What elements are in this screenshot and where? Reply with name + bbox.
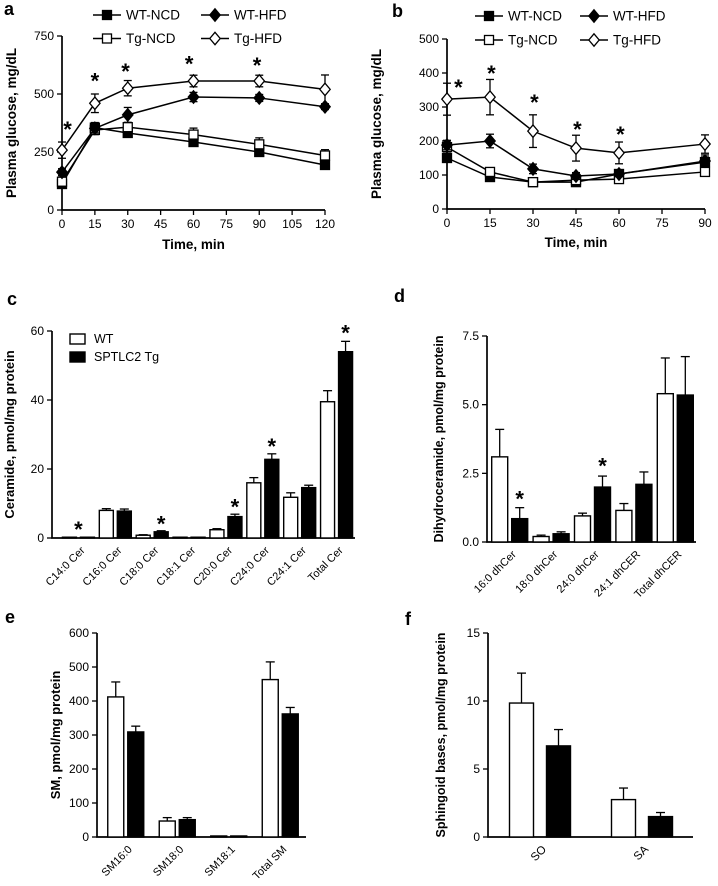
bar-WT xyxy=(211,836,227,837)
y-tick-label: 0.0 xyxy=(462,535,479,549)
bar-WT xyxy=(99,510,113,538)
bar-SPTLC2 Tg xyxy=(677,395,693,542)
bar-WT xyxy=(262,680,278,837)
data-point-marker xyxy=(123,123,132,132)
bar-SPTLC2 Tg xyxy=(636,484,652,542)
bar-WT xyxy=(492,457,508,542)
y-tick-label: 60 xyxy=(30,324,44,338)
legend xyxy=(475,9,666,48)
panel-c-letter: c xyxy=(7,289,18,309)
category-label: 16:0 dhCer xyxy=(471,548,519,596)
y-tick-label: 750 xyxy=(33,29,54,43)
bar-WT xyxy=(533,537,549,542)
x-tick-label: 15 xyxy=(483,216,497,230)
panel-d-letter: d xyxy=(394,286,405,306)
panel-a-letter: a xyxy=(4,0,15,19)
bar-SPTLC2 Tg xyxy=(265,459,279,538)
category-label: C16:0 Cer xyxy=(80,544,125,589)
bar-WT xyxy=(210,530,224,538)
bar-SPTLC2 Tg xyxy=(191,537,205,538)
panel-d xyxy=(359,272,718,602)
data-point-marker xyxy=(529,178,538,187)
bar-WT xyxy=(616,510,632,542)
significance-asterisk: * xyxy=(252,53,262,79)
data-point-marker xyxy=(614,147,624,159)
bars xyxy=(108,662,299,837)
bar-WT xyxy=(321,402,335,538)
y-tick-label: 0 xyxy=(37,531,44,545)
panel-e-chart xyxy=(0,602,359,886)
panel-b-chart xyxy=(359,0,718,272)
bars xyxy=(492,357,694,542)
y-axis-label: Ceramide, pmol/mg protein xyxy=(2,350,17,519)
y-tick-label: 5 xyxy=(473,762,480,776)
legend-marker xyxy=(485,36,494,45)
legend-swatch xyxy=(70,334,85,344)
x-tick-label: 75 xyxy=(219,217,234,231)
legend xyxy=(93,8,287,47)
significance-asterisk: * xyxy=(156,511,166,537)
legend xyxy=(70,332,159,364)
data-point-marker xyxy=(443,154,452,163)
y-tick-label: 100 xyxy=(418,168,439,182)
legend-label: SPTLC2 Tg xyxy=(94,350,160,364)
legend-marker xyxy=(103,34,112,43)
y-tick-label: 40 xyxy=(30,393,44,407)
data-point-marker xyxy=(701,167,710,176)
significance-asterisk: * xyxy=(341,320,350,346)
x-axis-label: Time, min xyxy=(162,237,225,252)
category-label: C18:0 Cer xyxy=(117,544,162,589)
y-tick-label: 400 xyxy=(68,694,89,708)
significance-asterisk: * xyxy=(616,122,625,148)
category-label: C14:0 Cer xyxy=(43,544,88,589)
axes xyxy=(2,324,355,589)
x-tick-label: 60 xyxy=(186,217,201,231)
legend-label: Tg-NCD xyxy=(508,32,558,48)
category-label: C20:0 Cer xyxy=(191,544,236,589)
panel-d-chart xyxy=(359,272,718,602)
y-tick-label: 200 xyxy=(418,134,439,148)
y-tick-label: 7.5 xyxy=(462,329,479,343)
data-point-marker xyxy=(321,151,330,160)
y-tick-label: 300 xyxy=(418,100,439,114)
panel-b-letter: b xyxy=(392,1,403,21)
significance-asterisk: * xyxy=(230,494,240,520)
category-label: C24:0 Cer xyxy=(227,544,272,589)
legend-marker xyxy=(103,11,112,20)
data-point-marker xyxy=(254,92,264,104)
category-label: C24:1 Cer xyxy=(264,544,309,589)
significance-asterisk: * xyxy=(267,433,277,459)
x-tick-label: 15 xyxy=(88,217,102,231)
data-point-marker xyxy=(320,83,330,95)
category-label: SA xyxy=(631,843,652,863)
bars xyxy=(62,341,352,538)
y-tick-label: 0 xyxy=(432,202,439,216)
y-tick-label: 200 xyxy=(68,762,89,776)
y-tick-label: 10 xyxy=(466,694,480,708)
y-tick-label: 250 xyxy=(33,145,54,159)
x-tick-label: 60 xyxy=(612,216,626,230)
panel-a xyxy=(0,0,359,272)
bar-SPTLC2 Tg xyxy=(228,517,242,538)
data-point-marker xyxy=(123,109,133,121)
bar-WT xyxy=(173,537,187,538)
panel-e-letter: e xyxy=(5,607,16,627)
significance-asterisk: * xyxy=(74,516,83,542)
y-tick-label: 5.0 xyxy=(462,397,479,412)
legend-swatch xyxy=(70,352,85,362)
y-tick-label: 0 xyxy=(473,830,480,844)
bar-SPTLC2 Tg xyxy=(179,820,195,837)
panel-b xyxy=(359,0,718,272)
bar-SPTLC2 Tg xyxy=(553,534,569,542)
axes xyxy=(369,32,712,250)
category-label: SO xyxy=(528,843,550,864)
y-tick-label: 300 xyxy=(68,728,89,742)
legend-label: WT-HFD xyxy=(613,8,666,24)
series-Tg-NCD xyxy=(58,123,330,187)
category-label: SM18:1 xyxy=(202,843,238,879)
x-tick-label: 30 xyxy=(121,217,135,231)
bar-WT xyxy=(510,703,534,837)
significance-asterisk: * xyxy=(598,453,607,479)
bar-SPTLC2 Tg xyxy=(512,519,528,542)
category-label: SM16:0 xyxy=(99,843,135,879)
data-point-marker xyxy=(255,140,264,149)
legend-label: WT xyxy=(94,332,114,346)
category-label: Total dhCER xyxy=(632,548,685,601)
panel-f-letter: f xyxy=(405,609,411,629)
panel-c xyxy=(0,272,359,602)
category-label: Total SM xyxy=(250,843,290,883)
category-label: 18:0 dhCer xyxy=(513,548,561,596)
x-tick-label: 45 xyxy=(153,217,168,231)
legend-label: WT-NCD xyxy=(508,8,562,24)
y-tick-label: 15 xyxy=(466,626,480,640)
legend-label: Tg-HFD xyxy=(613,32,661,48)
bar-SPTLC2 Tg xyxy=(595,487,611,542)
significance-asterisk: * xyxy=(121,58,130,84)
category-label: Total Cer xyxy=(306,544,346,585)
bars xyxy=(510,673,673,837)
data-point-marker xyxy=(528,125,538,137)
axes xyxy=(432,329,696,601)
category-label: 24:0 dhCer xyxy=(554,548,602,596)
bar-WT xyxy=(247,483,261,538)
data-point-marker xyxy=(485,135,495,147)
bar-WT xyxy=(284,497,298,538)
y-tick-label: 0 xyxy=(82,830,89,844)
y-axis-label: Plasma glucose, mg/dL xyxy=(369,48,384,200)
bar-SPTLC2 Tg xyxy=(282,714,298,837)
y-tick-label: 500 xyxy=(33,87,54,101)
y-axis-label: SM, pmol/mg protein xyxy=(48,670,63,800)
legend-label: WT-HFD xyxy=(234,7,287,23)
significance-asterisk: * xyxy=(515,486,524,512)
data-point-marker xyxy=(485,91,495,103)
data-point-marker xyxy=(189,130,198,139)
y-tick-label: 500 xyxy=(418,32,439,46)
bar-WT xyxy=(136,535,150,538)
bar-WT xyxy=(108,697,124,837)
legend-marker xyxy=(210,9,220,21)
x-tick-label: 45 xyxy=(569,216,583,230)
x-tick-label: 0 xyxy=(443,216,451,230)
data-point-marker xyxy=(486,167,495,176)
x-tick-label: 75 xyxy=(655,216,669,230)
significance-asterisk: * xyxy=(63,116,72,142)
legend-label: WT-NCD xyxy=(126,7,180,23)
y-tick-label: 400 xyxy=(418,66,439,80)
significance-asterisk: * xyxy=(530,90,539,116)
category-label: C18:1 Cer xyxy=(154,544,199,589)
legend-label: Tg-HFD xyxy=(234,31,282,46)
y-axis-label: Sphingoid bases, pmol/mg protein xyxy=(434,632,448,838)
x-axis-label: Time, min xyxy=(544,235,608,250)
legend-marker xyxy=(210,32,220,44)
x-tick-label: 90 xyxy=(698,216,712,230)
category-label: SM18:0 xyxy=(151,843,187,879)
y-tick-label: 500 xyxy=(68,660,89,674)
y-axis-label: Plasma glucose, mg/dL xyxy=(4,47,19,199)
x-tick-label: 105 xyxy=(282,217,303,231)
bar-WT xyxy=(612,800,636,837)
legend-marker xyxy=(485,12,494,21)
category-label: 24:1 dhCER xyxy=(592,548,644,600)
bar-SPTLC2 Tg xyxy=(302,488,316,538)
bar-SPTLC2 Tg xyxy=(128,732,144,837)
bar-SPTLC2 Tg xyxy=(547,746,571,837)
significance-asterisk: * xyxy=(573,116,582,142)
x-tick-label: 120 xyxy=(314,217,336,231)
data-point-marker xyxy=(442,93,452,105)
y-tick-label: 0 xyxy=(47,203,54,217)
legend-marker xyxy=(589,34,599,46)
data-point-marker xyxy=(700,138,710,150)
y-tick-label: 20 xyxy=(30,462,44,476)
significance-asterisk: * xyxy=(454,75,463,101)
y-tick-label: 2.5 xyxy=(462,466,479,481)
panel-f xyxy=(359,602,718,886)
bar-SPTLC2 Tg xyxy=(649,817,673,837)
bar-WT xyxy=(657,394,673,542)
y-tick-label: 100 xyxy=(68,796,89,810)
panel-c-chart xyxy=(0,272,359,602)
axis-spines xyxy=(62,36,325,210)
significance-asterisk: * xyxy=(184,51,194,77)
legend-label: Tg-NCD xyxy=(126,31,176,46)
significance-asterisk: * xyxy=(487,61,496,87)
axes xyxy=(4,29,335,252)
bar-WT xyxy=(575,516,591,542)
significance-asterisk: * xyxy=(90,68,100,94)
panel-a-chart xyxy=(0,0,359,272)
x-tick-label: 30 xyxy=(526,216,540,230)
panel-e xyxy=(0,602,359,886)
bar-SPTLC2 Tg xyxy=(117,511,131,538)
bar-SPTLC2 Tg xyxy=(339,352,353,538)
x-tick-label: 0 xyxy=(58,217,66,231)
legend-marker xyxy=(589,10,599,22)
panel-f-chart xyxy=(359,602,718,886)
data-point-marker xyxy=(571,142,581,154)
bar-WT xyxy=(159,821,175,837)
y-axis-label: Dihydroceramide, pmol/mg protein xyxy=(432,335,446,543)
x-tick-label: 90 xyxy=(252,217,266,231)
y-tick-label: 600 xyxy=(68,626,89,640)
bar-SPTLC2 Tg xyxy=(231,836,247,837)
